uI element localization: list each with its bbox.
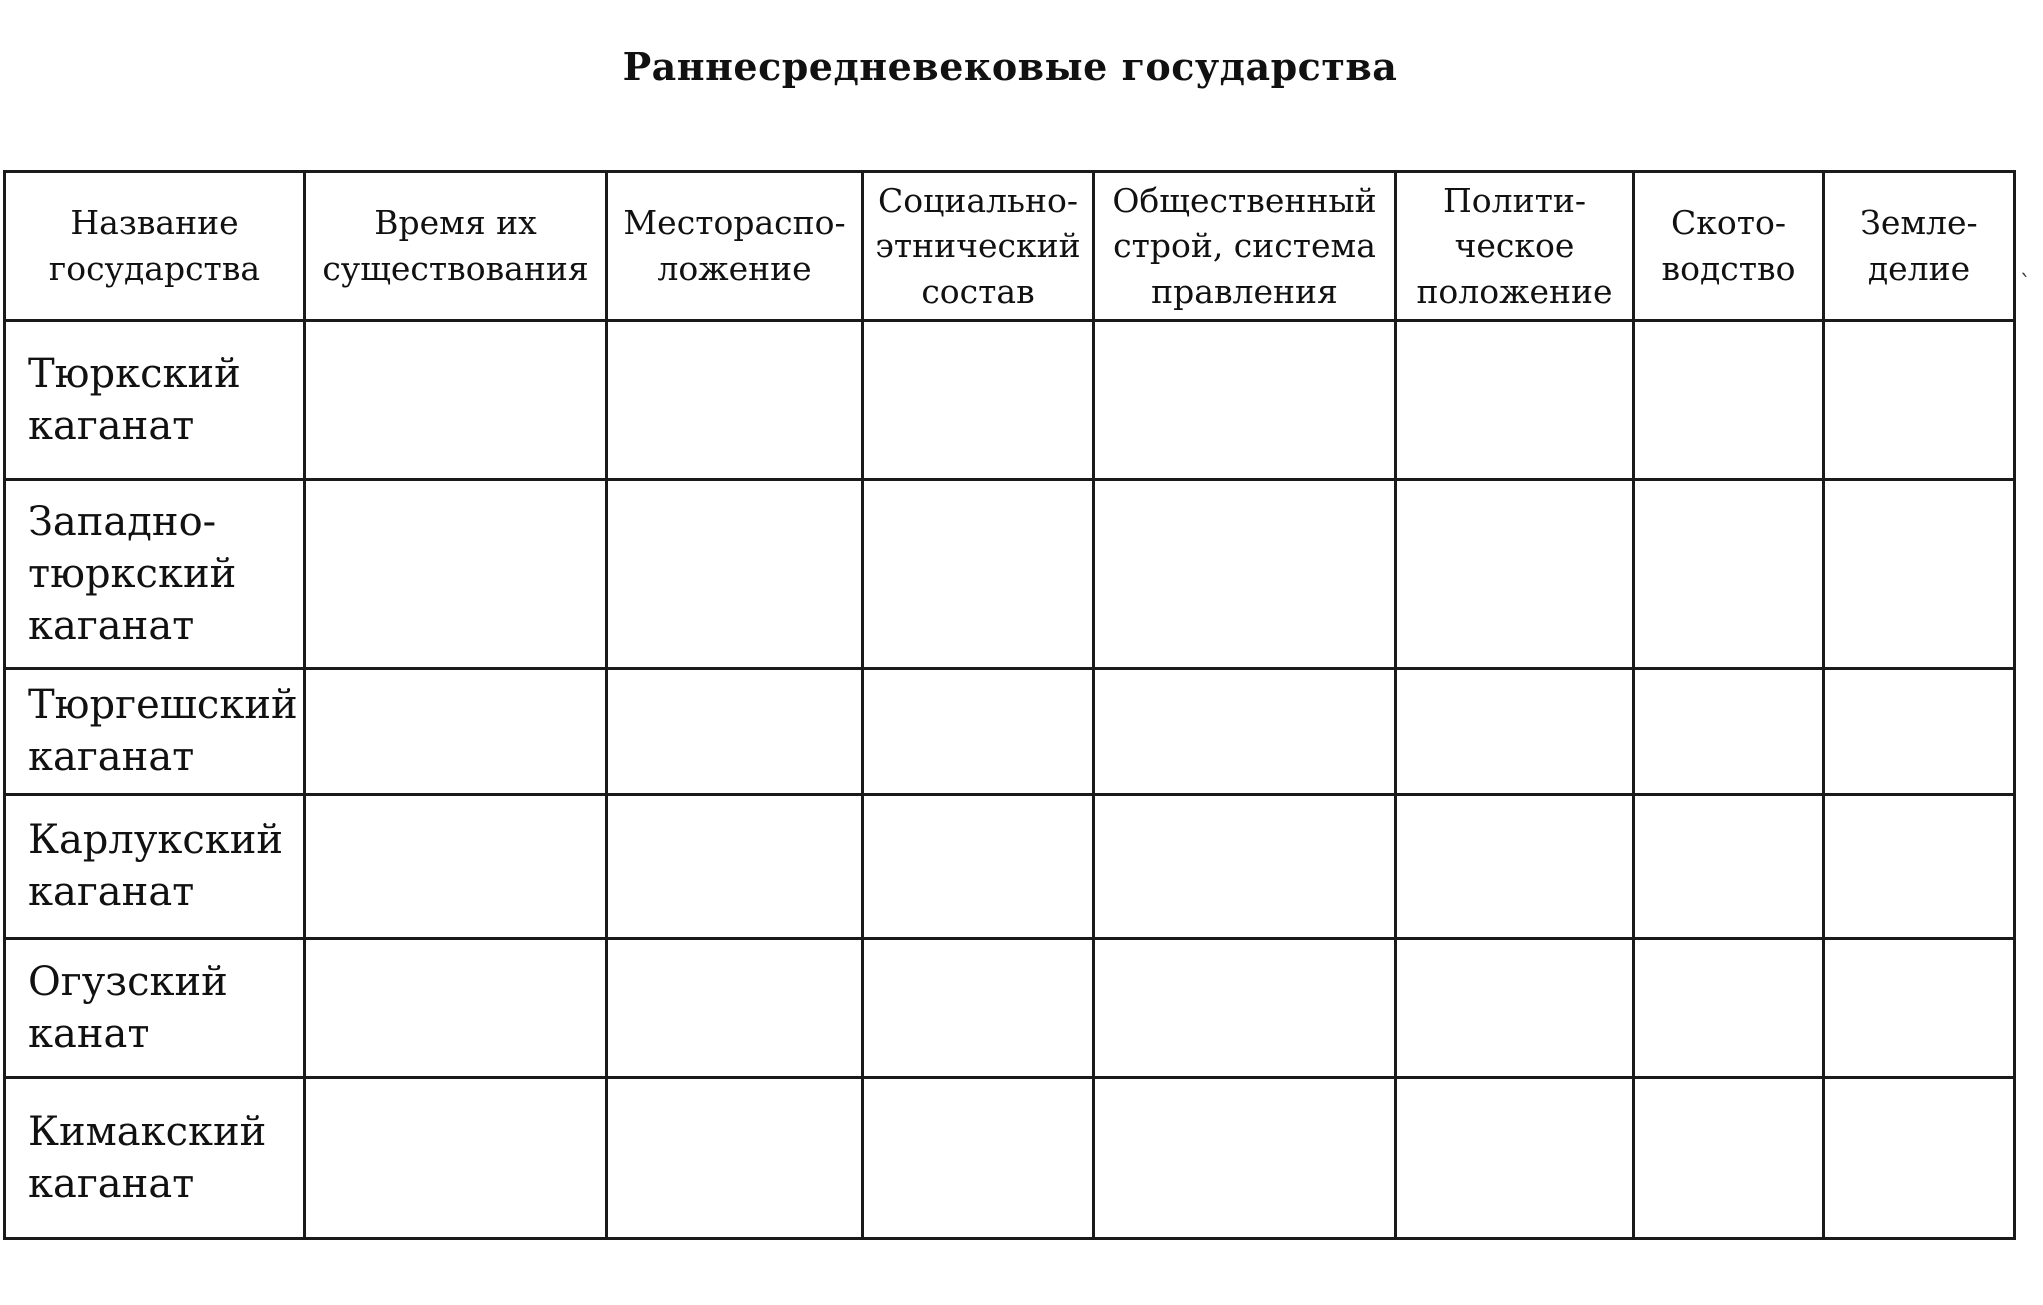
table-cell[interactable] [1634,321,1824,480]
table-row [5,795,2015,939]
table-cell[interactable] [1824,668,2015,795]
table-cell[interactable] [305,479,607,668]
column-header-cattle-breeding: Ското- водство [1634,172,1824,321]
column-header-political-position: Полити- ческое положение [1396,172,1634,321]
table-cell[interactable] [607,668,863,795]
table-cell[interactable] [1396,1078,1634,1239]
table-row [5,668,2015,795]
table-cell[interactable] [863,321,1094,480]
table-cell[interactable] [305,795,607,939]
column-header-state-name: Название государства [5,172,305,321]
state-name-cell: Огузский канат [5,938,305,1078]
table-cell[interactable] [863,938,1094,1078]
table-cell[interactable] [305,321,607,480]
table-cell[interactable] [1396,795,1634,939]
table-cell[interactable] [607,321,863,480]
column-header-location: Месторaспо- ложение [607,172,863,321]
table-cell[interactable] [607,795,863,939]
column-header-time-of-existence: Время их существования [305,172,607,321]
table-cell[interactable] [1094,668,1396,795]
table-cell[interactable] [863,795,1094,939]
table-cell[interactable] [863,668,1094,795]
table-cell[interactable] [1634,668,1824,795]
column-header-social-system: Общественный строй, система правления [1094,172,1396,321]
table-cell[interactable] [305,938,607,1078]
table-cell[interactable] [1094,321,1396,480]
state-name-cell: Тюргешский каганат [5,668,305,795]
table-cell[interactable] [1824,938,2015,1078]
table-cell[interactable] [1634,1078,1824,1239]
table-cell[interactable] [1396,938,1634,1078]
table-cell[interactable] [607,479,863,668]
table-cell[interactable] [1824,795,2015,939]
column-header-agriculture: Земле- делие [1824,172,2015,321]
table-cell[interactable] [1824,479,2015,668]
table-row [5,321,2015,480]
table-cell[interactable] [863,479,1094,668]
table-cell[interactable] [607,1078,863,1239]
page-title: Раннесредневековые государства [622,44,1398,89]
table-cell[interactable] [1094,1078,1396,1239]
table-cell[interactable] [1094,795,1396,939]
state-name-cell: Западно- тюркский каганат [5,479,305,668]
table-cell[interactable] [863,1078,1094,1239]
state-name-cell: Кимакский каганат [5,1078,305,1239]
table-cell[interactable] [607,938,863,1078]
header-row [5,172,2015,321]
states-table [3,170,2016,1240]
table-cell[interactable] [1094,479,1396,668]
table-cell[interactable] [1634,479,1824,668]
state-name-cell: Тюркский каганат [5,321,305,480]
table-cell[interactable] [1824,321,2015,480]
scan-speck: ` [2020,272,2031,297]
table-cell[interactable] [305,1078,607,1239]
table-cell[interactable] [1094,938,1396,1078]
table-cell[interactable] [1824,1078,2015,1239]
table-cell[interactable] [1634,938,1824,1078]
table-cell[interactable] [1396,479,1634,668]
table-cell[interactable] [1634,795,1824,939]
table-cell[interactable] [305,668,607,795]
column-header-social-ethnic-composition: Социально- этнический состав [863,172,1094,321]
table-cell[interactable] [1396,321,1634,480]
table-row [5,1078,2015,1239]
table-row [5,479,2015,668]
table-cell[interactable] [1396,668,1634,795]
state-name-cell: Карлукский каганат [5,795,305,939]
table-row [5,938,2015,1078]
